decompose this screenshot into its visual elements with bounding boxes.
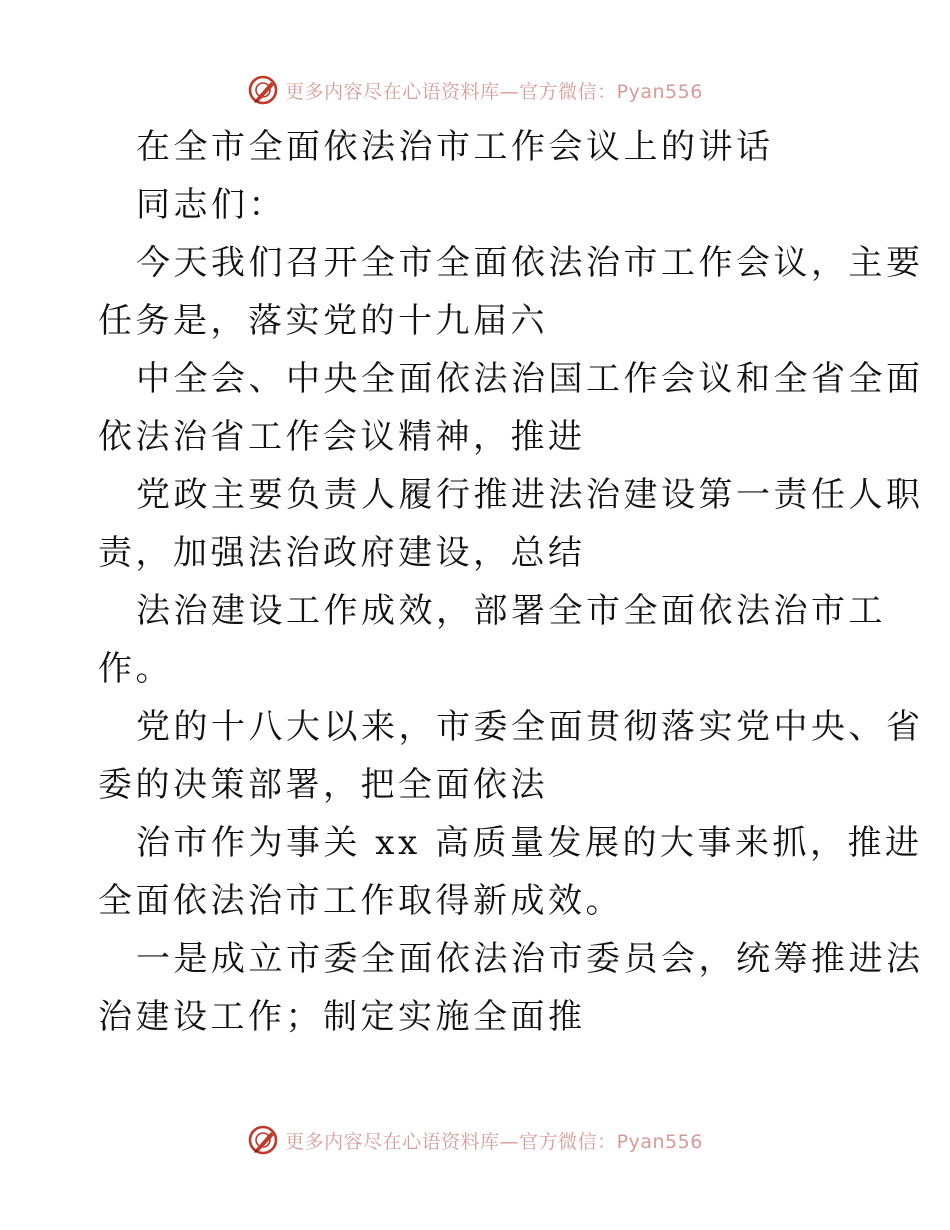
paragraph: 党的十八大以来，市委全面贯彻落实党中央、省 委的决策部署，把全面依法 bbox=[98, 707, 924, 805]
pen-logo-icon bbox=[247, 74, 279, 106]
paragraph: 中全会、中央全面依法治国工作会议和全省全面 依法治省工作会议精神，推进 bbox=[98, 359, 924, 457]
header-watermark-text: 更多内容尽在心语资料库—官方微信：Pyan556 bbox=[285, 80, 703, 103]
pen-logo-icon bbox=[247, 1124, 279, 1156]
paragraph: 法治建设工作成效，部署全市全面依法治市工 作。 bbox=[98, 591, 886, 689]
paragraph: 一是成立市委全面依法治市委员会，统筹推进法 治建设工作；制定实施全面推 bbox=[98, 939, 924, 1037]
document-body bbox=[98, 118, 924, 1046]
footer-watermark bbox=[0, 1120, 950, 1160]
paragraph: 治市作为事关 xx 高质量发展的大事来抓，推进 全面依法治市工作取得新成效。 bbox=[98, 823, 923, 921]
header-watermark bbox=[0, 70, 950, 110]
footer-watermark-text: 更多内容尽在心语资料库—官方微信：Pyan556 bbox=[285, 1130, 703, 1153]
paragraph: 今天我们召开全市全面依法治市工作会议，主要 任务是，落实党的十九届六 bbox=[98, 243, 924, 341]
salutation: 同志们： bbox=[136, 185, 286, 225]
paragraph: 党政主要负责人履行推进法治建设第一责任人职 责，加强法治政府建设，总结 bbox=[98, 475, 924, 573]
document-title: 在全市全面依法治市工作会议上的讲话 bbox=[136, 127, 774, 167]
